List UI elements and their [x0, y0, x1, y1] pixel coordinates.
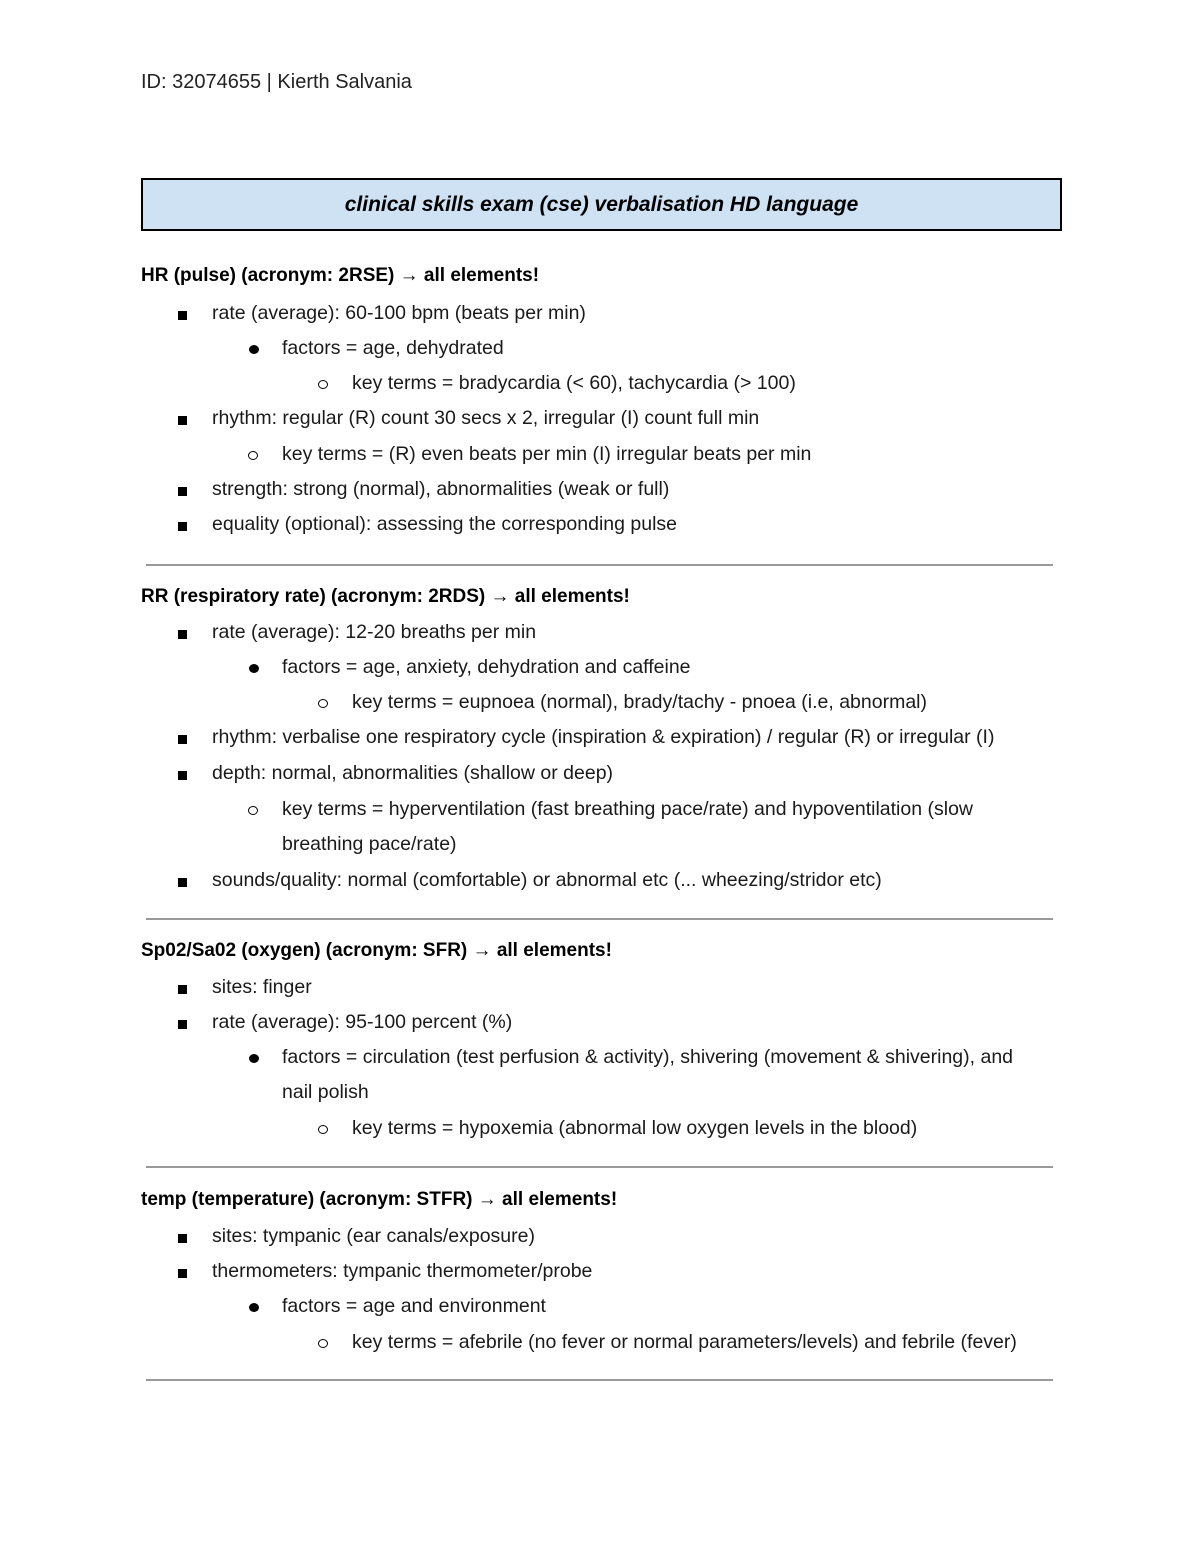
- list-item: equality (optional): assessing the corresponding pulse: [212, 513, 678, 535]
- hollow-circle-bullet-icon: [318, 1339, 328, 1348]
- list-item: depth: normal, abnormalities (shallow or deep): [212, 762, 614, 784]
- section-divider: [146, 564, 1053, 566]
- list-item: rate (average): 95-100 percent (%): [212, 1011, 513, 1033]
- list-item: sites: finger: [212, 976, 312, 998]
- hollow-circle-bullet-icon: [248, 806, 258, 815]
- list-item: factors = age, anxiety, dehydration and caffeine: [282, 656, 691, 678]
- list-item: strength: strong (normal), abnormalities (weak or full): [212, 478, 670, 500]
- square-bullet-icon: [178, 1020, 187, 1029]
- list-item: key terms = (R) even beats per min (I) irregular beats per min: [282, 443, 812, 465]
- square-bullet-icon: [178, 985, 187, 994]
- square-bullet-icon: [178, 771, 187, 780]
- list-item: rate (average): 60-100 bpm (beats per min): [212, 302, 586, 324]
- square-bullet-icon: [178, 416, 187, 425]
- list-item: factors = age, dehydrated: [282, 337, 504, 359]
- list-item: sites: tympanic (ear canals/exposure): [212, 1225, 535, 1247]
- list-item: breathing pace/rate): [282, 833, 457, 855]
- square-bullet-icon: [178, 311, 187, 320]
- document-title-box: [141, 178, 1062, 231]
- square-bullet-icon: [178, 735, 187, 744]
- section-divider: [146, 1166, 1053, 1168]
- list-item: key terms = afebrile (no fever or normal parameters/levels) and febrile (fever): [352, 1331, 1017, 1353]
- list-item: factors = circulation (test perfusion & activity), shivering (movement & shivering), and: [282, 1046, 1014, 1068]
- section-heading-temp: temp (temperature) (acronym: STFR) → all elements!: [141, 1189, 618, 1210]
- list-item: rhythm: verbalise one respiratory cycle (inspiration & expiration) / regular (R) or irregular (I): [212, 726, 995, 748]
- list-item: key terms = hypoxemia (abnormal low oxygen levels in the blood): [352, 1117, 918, 1139]
- list-item: factors = age and environment: [282, 1295, 546, 1317]
- list-item: key terms = bradycardia (< 60), tachycardia (> 100): [352, 372, 796, 394]
- list-item: key terms = hyperventilation (fast breathing pace/rate) and hypoventilation (slow: [282, 798, 973, 820]
- section-heading-spo2: Sp02/Sa02 (oxygen) (acronym: SFR) → all elements!: [141, 940, 612, 961]
- section-heading-hr: HR (pulse) (acronym: 2RSE) → all elements!: [141, 265, 540, 286]
- list-item: nail polish: [282, 1081, 369, 1103]
- section-divider: [146, 918, 1053, 920]
- square-bullet-icon: [178, 878, 187, 887]
- document-header-id: ID: 32074655 | Kierth Salvania: [141, 71, 412, 93]
- hollow-circle-bullet-icon: [248, 451, 258, 460]
- hollow-circle-bullet-icon: [318, 699, 328, 708]
- list-item: rhythm: regular (R) count 30 secs x 2, irregular (I) count full min: [212, 407, 760, 429]
- list-item: sounds/quality: normal (comfortable) or abnormal etc (... wheezing/stridor etc): [212, 869, 882, 891]
- square-bullet-icon: [178, 487, 187, 496]
- section-heading-rr: RR (respiratory rate) (acronym: 2RDS) → all elements!: [141, 586, 630, 607]
- list-item: rate (average): 12-20 breaths per min: [212, 621, 537, 643]
- square-bullet-icon: [178, 630, 187, 639]
- hollow-circle-bullet-icon: [318, 380, 328, 389]
- list-item: key terms = eupnoea (normal), brady/tachy - pnoea (i.e, abnormal): [352, 691, 927, 713]
- document-title: clinical skills exam (cse) verbalisation HD language: [344, 192, 859, 216]
- list-item: thermometers: tympanic thermometer/probe: [212, 1260, 593, 1282]
- square-bullet-icon: [178, 522, 187, 531]
- square-bullet-icon: [178, 1234, 187, 1243]
- bullet-dot-icon: [249, 1054, 259, 1063]
- hollow-circle-bullet-icon: [318, 1125, 328, 1134]
- bullet-dot-icon: [249, 1303, 259, 1312]
- bullet-dot-icon: [249, 664, 259, 673]
- section-divider: [146, 1379, 1053, 1381]
- bullet-dot-icon: [249, 345, 259, 354]
- square-bullet-icon: [178, 1269, 187, 1278]
